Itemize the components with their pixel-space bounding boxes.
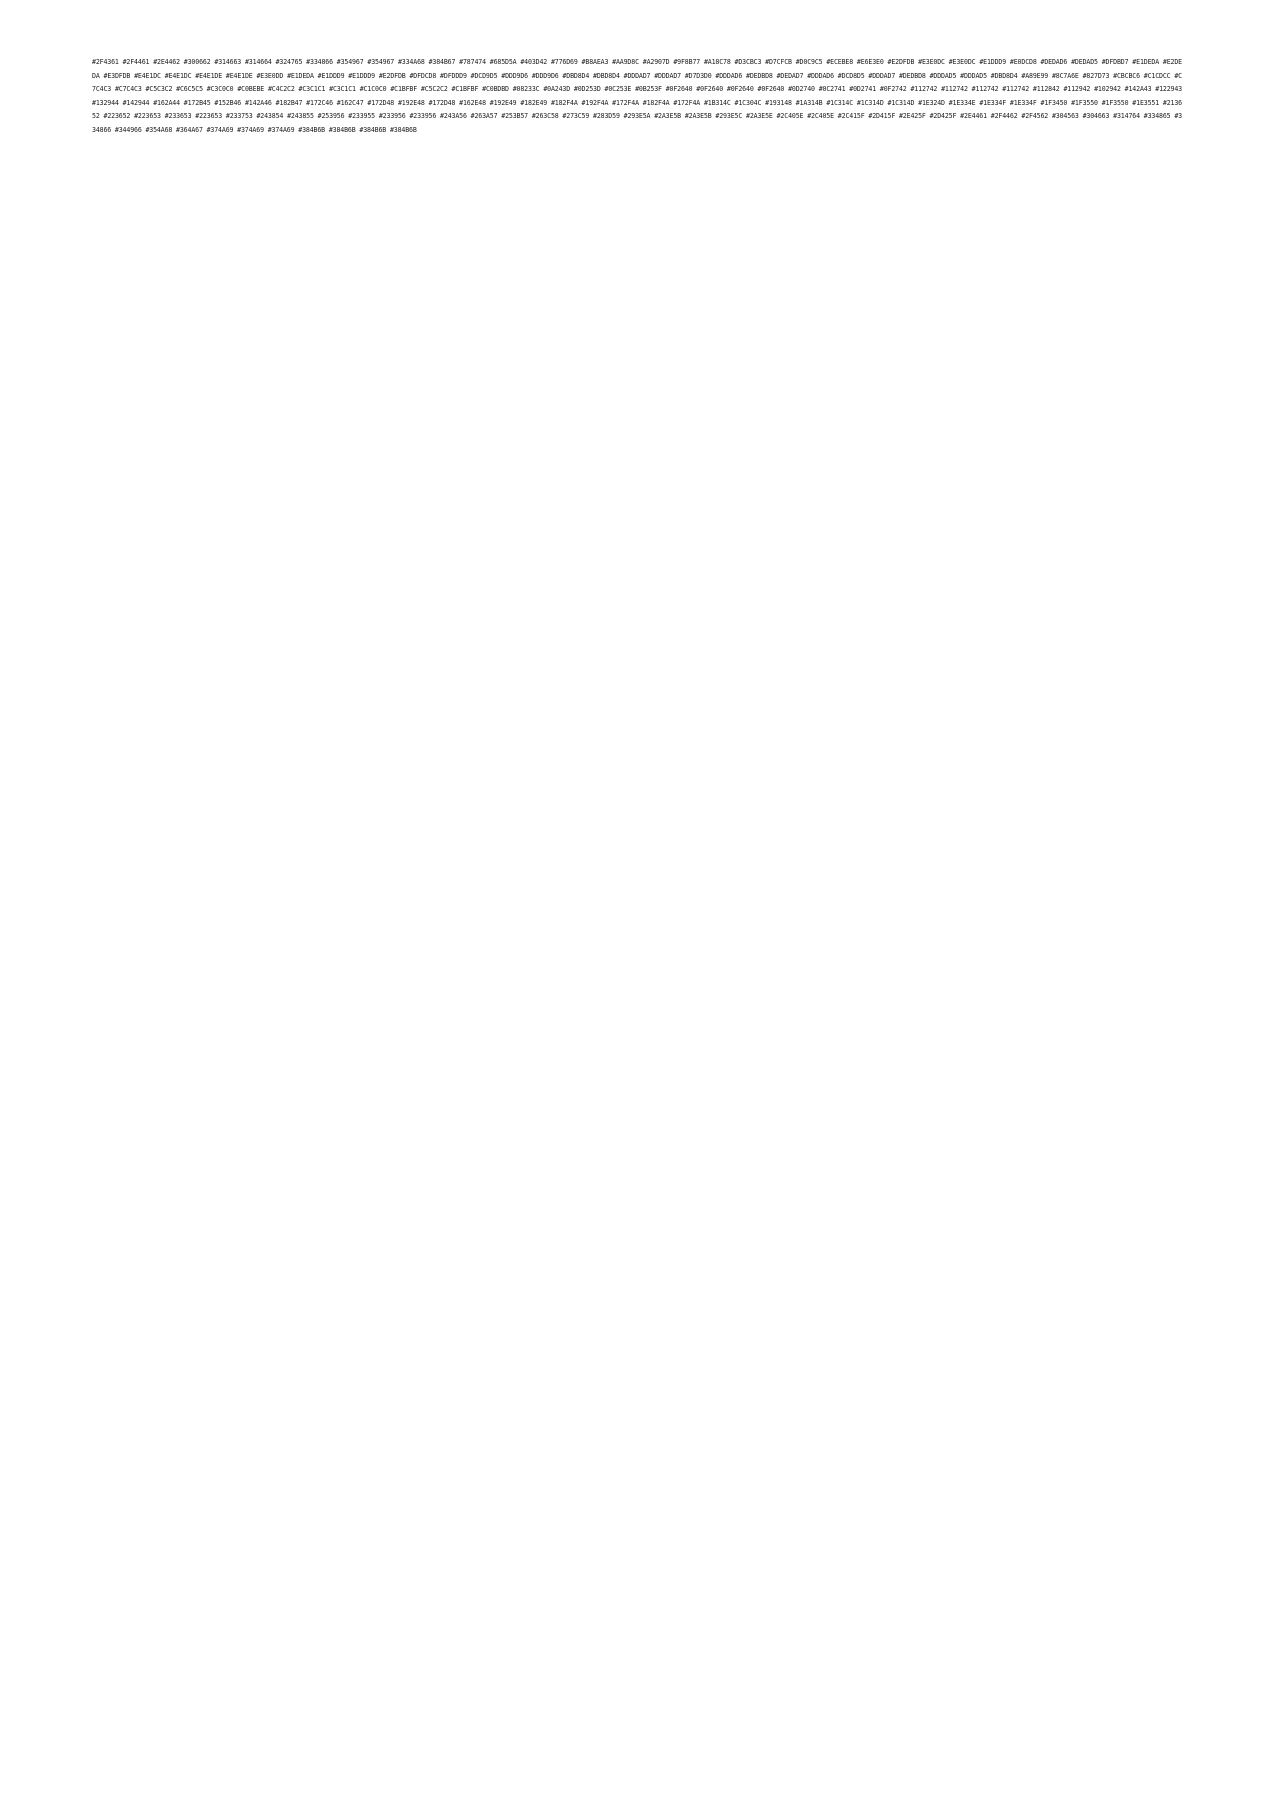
color-code-page: [92, 56, 1186, 1760]
color-code-text: #2F4361 #2F4461 #2E4462 #300662 #314663 #314664 #324765 #334866 #354967 #354967 #334A68 #384B67 #787474 #685D5A #403D42 #776D69 #B8AEA3 #AA9D8C #A2907D #9F8B77 #A18C78 #D3CBC3 #D7CFCB #D0C9C5 #ECEBE8 #E6E3E0 #E2DFDB #E3E0DC #E3E0DC #E1DDD9 #E0DCD8 #DEDAD6 #DEDAD5 #DFDBD7 #E1DEDA #E2DEDA #E3DFDB #E4E1DC #E4E1DC #E4E1DE #E4E1DE #E3E0DD #E1DEDA #E1DDD9 #E1DDD9 #E2DFDB #DFDCD8 #DFDDD9 #DCD9D5 #DDD9D6 #DDD9D6 #DBD8D4 #DBD8D4 #DDDAD7 #DDDAD7 #D7D3D0 #DDDAD6 #DEDBD8 #DEDAD7 #DDDAD6 #DCD8D5 #DDDAD7 #DEDBD8 #DDDAD5 #DDDAD5 #DBD8D4 #A89E99 #8C7A6E #827D73 #CBCBC6 #C1CDCC #C7C4C3 #C7C4C3 #C5C3C2 #C6C5C5 #C3C0C0 #C0BEBE #C4C2C2 #C3C1C1 #C3C1C1 #C1C0C0 #C1BFBF #C5C2C2 #C1BFBF #C0BDBD #08233C #0A243D #0D253D #0C253E #0B253F #0F2640 #0F2640 #0F2640 #0F2640 #0D2740 #0C2741 #0D2741 #0F2742 #112742 #112742 #112742 #112742 #112842 #112942 #102942 #142A43 #122943 #132944 #142944 #162A44 #172B45 #152B46 #142A46 #182B47 #172C46 #162C47 #172D48 #192E48 #172D48 #162E48 #192E49 #182E49 #182F4A #192F4A #172F4A #182F4A #172F4A #1B314C #1C304C #193148 #1A314B #1C314C #1C314D #1C314D #1E324D #1E334E #1E334F #1E334F #1F3450 #1F3550 #1F3550 #1E3551 #213652 #223652 #223653 #233653 #223653 #233753 #243854 #243855 #253956 #233955 #233956 #233956 #243A56 #263A57 #253B57 #263C58 #273C59 #283D59 #293E5A #2A3E5B #2A3E5B #293E5C #2A3E5E #2C405E #2C405E #2C415F #2D415F #2E425F #2D425F #2E4461 #2F4462 #2F4562 #304563 #304663 #314764 #334865 #334866 #344966 #354A68 #364A67 #374A69 #374A69 #374A69 #384B6B #384B6B #384B6B #384B6B: [92, 58, 1186, 134]
